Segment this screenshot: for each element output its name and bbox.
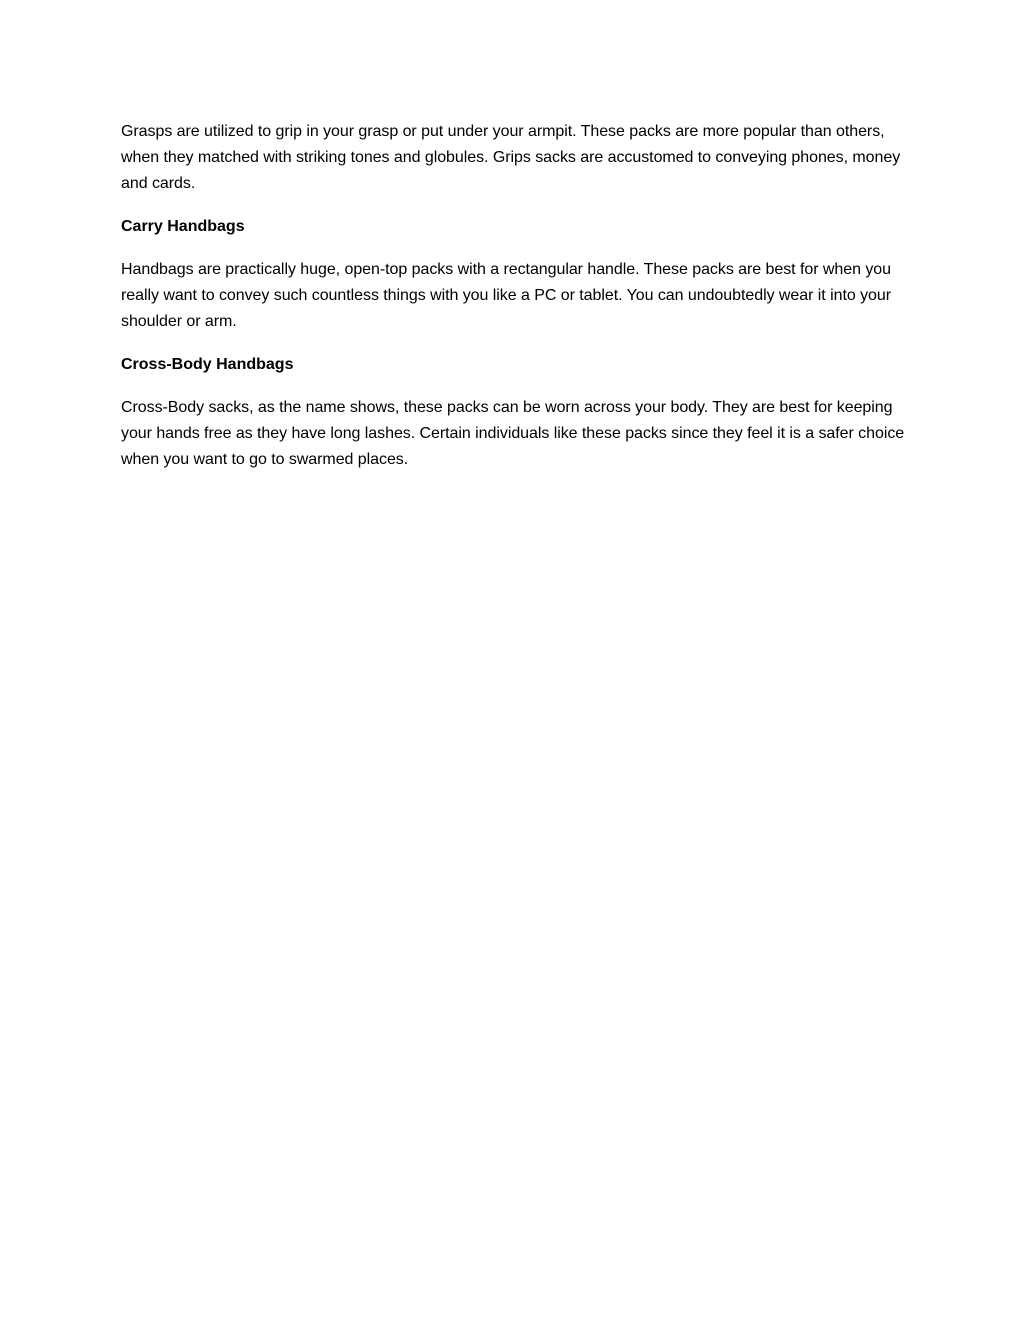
- paragraph-cross-body-handbags: Cross-Body sacks, as the name shows, these packs can be worn across your body. They are best for keeping your hands free as they have long lashes. Certain individuals like these packs since they feel it is a safer choice when you want to go to swarmed places.: [121, 399, 905, 468]
- paragraph-carry-handbags: Handbags are practically huge, open-top packs with a rectangular handle. These packs are best for when you really want to convey such countless things with you like a PC or tablet. You can undoubtedly wear it into your shoulder or arm.: [121, 261, 892, 330]
- heading-carry-handbags: Carry Handbags: [121, 218, 245, 235]
- document-body: [121, 119, 911, 490]
- paragraph-clutches: Grasps are utilized to grip in your grasp or put under your armpit. These packs are more popular than others, when they matched with striking tones and globules. Grips sacks are accustomed to conveying phones, money and cards.: [121, 123, 901, 192]
- heading-cross-body-handbags: Cross-Body Handbags: [121, 356, 294, 373]
